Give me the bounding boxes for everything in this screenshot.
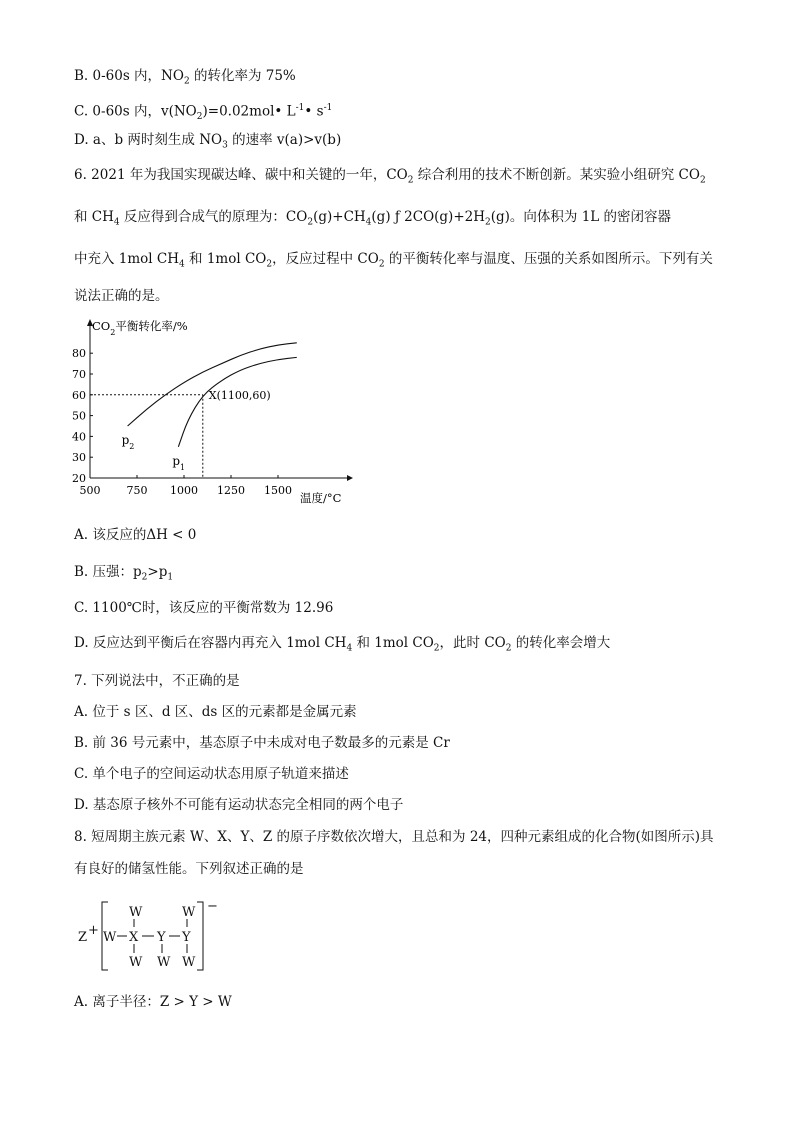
q7-option-c: C. 单个电子的空间运动状态用原子轨道来描述 [74,766,349,782]
q6-stem-line3: 中充入 1mol $CH_4$ 和 1mol $CO_2$，反应过程中 $CO_2$ 的平衡转化率与温度、压强的关系如图所示。下列有关 [74,251,713,270]
chart-xlabel: 温度/°C [300,491,342,505]
chart-ylabel: $CO_2$平衡转化率/% [92,319,188,337]
x-tick-label: 1500 [264,484,292,497]
atom-w-bottom2: W [157,955,171,970]
q8-stem-line1: 8. 短周期主族元素 W、X、Y、Z 的原子序数依次增大，且总和为 24，四种元素组成的化合物(如图所示)具 [74,829,714,845]
atom-y1: Y [157,930,166,945]
atom-w-left: W [103,930,117,945]
compound-structure-diagram [72,898,242,976]
cation-charge: + [88,923,99,938]
atom-w-bottom3: W [182,955,196,970]
cation-symbol: Z [78,930,88,945]
atom-w-bottom1: W [129,955,143,970]
y-tick-label: 50 [72,409,86,423]
conversion-rate-chart [60,312,360,507]
q6-option-d: D. 反应达到平衡后在容器内再充入 1mol $CH_4$ 和 1mol $CO_2$，此时 $CO_2$ 的转化率会增大 [74,635,611,654]
series-line-p2 [128,343,297,426]
atom-y2: Y [182,930,191,945]
q6-option-c: C. 1100℃时，该反应的平衡常数为 12.96 [74,600,334,616]
y-tick-label: 70 [72,368,86,381]
y-tick-label: 40 [72,430,86,444]
q5-option-b: B. 0-60s 内，$NO_2$ 的转化率为 75% [74,68,296,87]
q6-option-a: A. 该反应的ΔH < 0 [74,527,197,543]
x-tick-label: 750 [126,484,148,497]
x-tick-label: 1250 [217,484,245,497]
series-label-p1: $p_1$ [172,453,186,472]
q6-option-b: B. 压强：$p_2>p_1$ [74,564,174,583]
q7-stem: 7. 下列说法中，不正确的是 [74,673,240,689]
q8-stem-line2: 有良好的储氢性能。下列叙述正确的是 [74,861,304,877]
atom-x: X [129,930,139,945]
q8-option-a: A. 离子半径：Z > Y > W [74,994,232,1010]
q7-option-d: D. 基态原子核外不可能有运动状态完全相同的两个电子 [74,797,404,813]
q7-option-a: A. 位于 s 区、d 区、ds 区的元素都是金属元素 [74,704,357,720]
atom-w-top1: W [129,905,143,920]
x-axis-arrow [347,475,353,481]
atom-w-top2: W [182,905,196,920]
y-tick-label: 80 [72,347,86,361]
annotation-label: X(1100,60) [208,388,271,402]
y-tick-label: 30 [72,451,86,465]
y-tick-label: 20 [72,472,86,485]
anion-charge: − [207,899,218,914]
series-label-p2: $p_2$ [121,433,135,451]
q5-option-c: C. 0-60s 内，$v(NO_2)=0.02mol•$ $L^{-1}•$ $s^{-1}$ [74,103,333,123]
q6-stem-line4: 说法正确的是。 [74,288,169,304]
x-tick-label: 1000 [170,484,198,497]
series-line-p1 [178,357,296,446]
q5-option-d: D. a、b 两时刻生成 $NO_3$ 的速率 v(a)>v(b) [74,132,342,151]
q6-stem-line1: 6. 2021 年为我国实现碳达峰、碳中和关键的一年，$CO_2$ 综合利用的技术不断创新。某实验小组研究 $CO_2$ [74,167,706,186]
q6-stem-line2: 和 $CH_4$ 反应得到合成气的原理为：$CO_2(g)+CH_4(g)$ ƒ $2CO(g)+2H_2(g)$。向体积为 1L 的密闭容器 [74,209,672,228]
right-bracket [197,902,203,970]
q7-option-b: B. 前 36 号元素中，基态原子中未成对电子数最多的元素是 Cr [74,735,450,751]
y-tick-label: 60 [72,388,86,402]
x-tick-label: 500 [79,484,101,497]
